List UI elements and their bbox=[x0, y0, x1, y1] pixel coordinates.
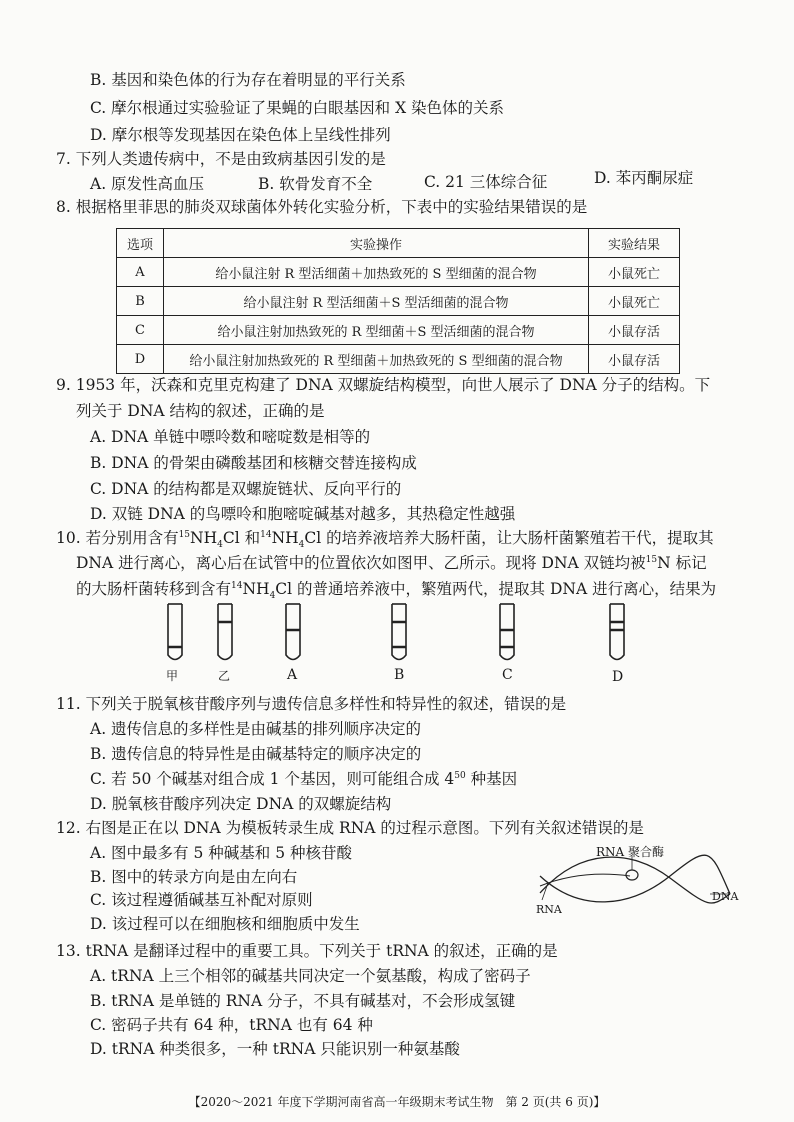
q11-option-b: B. 遗传信息的特异性是由碱基特定的顺序决定的 bbox=[90, 745, 422, 763]
fig-dna-label: DNA bbox=[712, 890, 739, 903]
question-13-stem: 13. tRNA 是翻译过程中的重要工具。下列关于 tRNA 的叙述，正确的是 bbox=[56, 942, 558, 960]
table-cell: 小鼠死亡 bbox=[589, 258, 680, 287]
q13-option-a: A. tRNA 上三个相邻的碱基共同决定一个氨基酸，构成了密码子 bbox=[90, 967, 531, 985]
q7-option-d: D. 苯丙酮尿症 bbox=[594, 169, 694, 187]
question-8-stem: 8. 根据格里菲思的肺炎双球菌体外转化实验分析，下表中的实验结果错误的是 bbox=[56, 198, 588, 216]
q13-option-b: B. tRNA 是单链的 RNA 分子，不具有碱基对，不会形成氢键 bbox=[90, 992, 516, 1010]
q13-option-c: C. 密码子共有 64 种，tRNA 也有 64 种 bbox=[90, 1016, 373, 1034]
question-10-stem: 10. 若分别用含有$^{15}NH_4Cl$ 和$^{14}NH_4Cl$ 的培养液培养大肠杆菌，让大肠杆菌繁殖若干代，提取其 bbox=[56, 529, 714, 551]
q11-option-c: C. 若 50 个碱基对组合成 1 个基因，则可能组合成 $4^{50}$ 种基因 bbox=[90, 770, 518, 788]
q7-option-c: C. 21 三体综合征 bbox=[424, 173, 548, 191]
q9-option-a: A. DNA 单链中嘌呤数和嘧啶数是相等的 bbox=[90, 428, 371, 446]
tube-yi bbox=[218, 604, 232, 660]
table-cell: 小鼠存活 bbox=[589, 345, 680, 374]
table-cell: 小鼠存活 bbox=[589, 316, 680, 345]
table-row bbox=[117, 287, 680, 316]
table-cell: D bbox=[117, 345, 164, 374]
question-9-stem: 9. 1953 年，沃森和克里克构建了 DNA 双螺旋结构模型，向世人展示了 DNA 分子的结构。下 bbox=[56, 376, 711, 394]
q7-option-b: B. 软骨发育不全 bbox=[258, 175, 373, 193]
tube-a bbox=[286, 604, 300, 660]
q11-option-d: D. 脱氧核苷酸序列决定 DNA 的双螺旋结构 bbox=[90, 795, 392, 813]
tube-jia bbox=[168, 604, 182, 660]
question-7-stem: 7. 下列人类遗传病中，不是由致病基因引发的是 bbox=[56, 150, 386, 168]
q7-option-a: A. 原发性高血压 bbox=[90, 175, 205, 193]
q9-option-c: C. DNA 的结构都是双螺旋链状、反向平行的 bbox=[90, 480, 402, 498]
option-line: D. 摩尔根等发现基因在染色体上呈线性排列 bbox=[90, 126, 391, 144]
q12-option-d: D. 该过程可以在细胞核和细胞质中发生 bbox=[90, 915, 360, 933]
tube-c bbox=[500, 604, 514, 660]
fig-enzyme-label: RNA 聚合酶 bbox=[596, 845, 665, 859]
table-row bbox=[117, 316, 680, 345]
tube-label: C bbox=[502, 667, 513, 683]
fig-rna-label: RNA bbox=[536, 903, 562, 916]
table-cell: 给小鼠注射 R 型活细菌＋S 型活细菌的混合物 bbox=[164, 287, 589, 316]
option-line: B. 基因和染色体的行为存在着明显的平行关系 bbox=[90, 71, 406, 89]
page-footer: 【2020～2021 年度下学期河南省高一年级期末考试生物 第 2 页(共 6 页)】 bbox=[188, 1095, 606, 1109]
tube-d bbox=[610, 604, 624, 660]
q13-option-d: D. tRNA 种类很多，一种 tRNA 只能识别一种氨基酸 bbox=[90, 1040, 460, 1058]
centrifuge-tubes-figure bbox=[0, 600, 794, 670]
table-header: 实验结果 bbox=[589, 229, 680, 258]
q9-option-b: B. DNA 的骨架由磷酸基团和核糖交替连接构成 bbox=[90, 454, 417, 472]
question-10-stem-cont: 的大肠杆菌转移到含有$^{14}NH_4Cl$ 的普通培养液中，繁殖两代，提取其 DNA 进行离心，结果为 bbox=[76, 580, 717, 602]
tube-b bbox=[392, 604, 406, 660]
q9-option-d: D. 双链 DNA 的鸟嘌呤和胞嘧啶碱基对越多，其热稳定性越强 bbox=[90, 505, 516, 523]
table-cell: A bbox=[117, 258, 164, 287]
table-row bbox=[117, 258, 680, 287]
q11-option-a: A. 遗传信息的多样性是由碱基的排列顺序决定的 bbox=[90, 720, 422, 738]
tube-label: B bbox=[394, 667, 405, 683]
table-cell: C bbox=[117, 316, 164, 345]
question-11-stem: 11. 下列关于脱氧核苷酸序列与遗传信息多样性和特异性的叙述，错误的是 bbox=[56, 695, 567, 713]
table-cell: B bbox=[117, 287, 164, 316]
tube-label: A bbox=[287, 667, 298, 683]
tube-label: 乙 bbox=[218, 669, 231, 683]
q12-option-c: C. 该过程遵循碱基互补配对原则 bbox=[90, 891, 313, 909]
question-10-stem-cont: DNA 进行离心，离心后在试管中的位置依次如图甲、乙所示。现将 DNA 双链均被$^{15}$N 标记 bbox=[76, 554, 707, 572]
table-cell: 给小鼠注射加热致死的 R 型细菌＋S 型活细菌的混合物 bbox=[164, 316, 589, 345]
experiment-table bbox=[116, 228, 680, 374]
tube-label: D bbox=[612, 669, 624, 685]
tube-label: 甲 bbox=[166, 669, 179, 683]
table-header: 选项 bbox=[117, 229, 164, 258]
table-cell: 小鼠死亡 bbox=[589, 287, 680, 316]
table-header: 实验操作 bbox=[164, 229, 589, 258]
q12-option-a: A. 图中最多有 5 种碱基和 5 种核苷酸 bbox=[90, 844, 352, 862]
table-row bbox=[117, 345, 680, 374]
table-cell: 给小鼠注射 R 型活细菌＋加热致死的 S 型细菌的混合物 bbox=[164, 258, 589, 287]
question-9-stem-cont: 列关于 DNA 结构的叙述，正确的是 bbox=[76, 402, 325, 420]
option-line: C. 摩尔根通过实验验证了果蝇的白眼基因和 X 染色体的关系 bbox=[90, 99, 505, 117]
table-cell: 给小鼠注射加热致死的 R 型细菌＋加热致死的 S 型细菌的混合物 bbox=[164, 345, 589, 374]
question-12-stem: 12. 右图是正在以 DNA 为模板转录生成 RNA 的过程示意图。下列有关叙述错误的是 bbox=[56, 819, 644, 837]
table-header-row bbox=[117, 229, 680, 258]
q12-option-b: B. 图中的转录方向是由左向右 bbox=[90, 868, 298, 886]
